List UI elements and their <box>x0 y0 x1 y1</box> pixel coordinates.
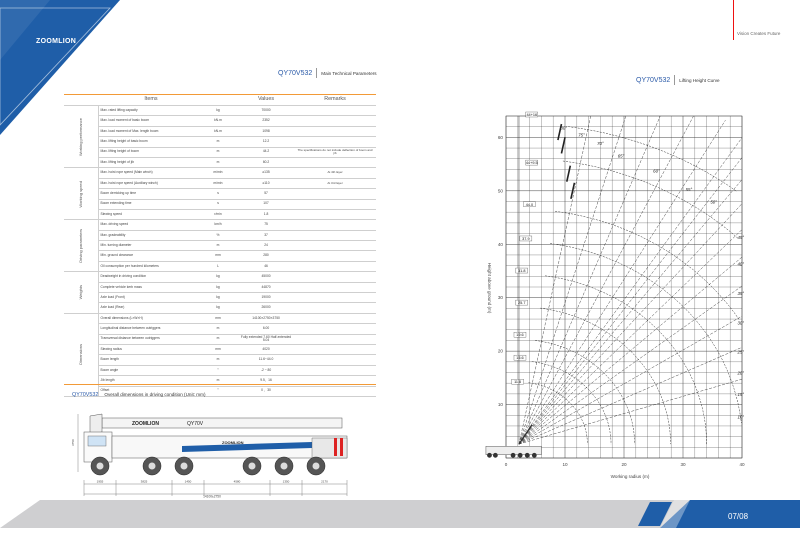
cell-value: 46 <box>238 261 294 271</box>
cell-item: Transversal distance between outriggers <box>98 334 198 344</box>
brand-logo: ZOOMLION <box>36 38 77 45</box>
segment-dimension-label: 1350 <box>282 479 290 484</box>
cell-unit: m <box>198 137 238 147</box>
jib-marker <box>567 166 571 182</box>
cell-value: 57 <box>238 189 294 199</box>
table-row <box>64 261 376 271</box>
category-label: Dimensions <box>77 344 83 366</box>
right-header-model: QY70V532 <box>636 76 671 84</box>
wheels <box>91 457 325 475</box>
cell-item: Slewing radius <box>98 344 198 354</box>
category-cell <box>64 168 98 220</box>
cell-value: 1098 <box>238 126 294 136</box>
cell-item: Longitudinal distance between outriggers <box>98 324 198 334</box>
cell-remark: At 4th layer <box>294 168 376 178</box>
boom-length-label: 19.6 <box>516 333 524 338</box>
crane-wheel <box>493 453 498 458</box>
table-row <box>64 189 376 199</box>
cell-item: Boom length <box>98 355 198 365</box>
cell-item: Max. gradeability <box>98 230 198 240</box>
cell-value: Fully extended 7.60 Half-extended 5.04 <box>238 334 294 344</box>
table-row <box>64 116 376 126</box>
cell-unit: s <box>198 199 238 209</box>
table-row <box>64 251 376 261</box>
cell-value: 0 、30 <box>238 386 294 396</box>
cell-unit: % <box>198 230 238 240</box>
radius-arc <box>568 127 737 192</box>
table-row <box>64 303 376 313</box>
cell-value: -2 ~ 80 <box>238 365 294 375</box>
cell-unit: r/min <box>198 209 238 219</box>
dimension-caption-text: Overall dimensions in driving condition (Unit: mm) <box>104 392 206 397</box>
radius-arc <box>540 308 671 444</box>
cell-value: 14100×2750×3750 <box>238 313 294 323</box>
cell-unit: L <box>198 261 238 271</box>
cell-unit: kg <box>198 282 238 292</box>
y-tick-label: 40 <box>497 241 503 247</box>
cell-value: 75 <box>238 220 294 230</box>
jib-marker <box>561 137 565 153</box>
crane-wheel <box>532 453 537 458</box>
cell-value: 11.6~44.0 <box>238 355 294 365</box>
cell-item: Min. ground clearance <box>98 251 198 261</box>
dimension-caption <box>72 392 205 398</box>
angle-ray <box>519 116 694 444</box>
cell-unit: kg <box>198 293 238 303</box>
crane-wheel <box>511 453 516 458</box>
cell-item: Max. lifting height of jib <box>98 157 198 167</box>
category-label: Working performance <box>77 117 83 156</box>
angle-ray <box>519 204 745 444</box>
boom-length-label: 25.7 <box>518 301 526 306</box>
cell-value: 1.8 <box>238 209 294 219</box>
angle-label: 70° <box>597 140 604 146</box>
x-tick-label: 10 <box>562 462 568 467</box>
dimension-model: QY70V532 <box>72 392 99 398</box>
segment-dimension-label: 1955 <box>96 479 104 484</box>
angle-ray <box>519 286 745 444</box>
cell-remark <box>294 199 376 209</box>
y-tick-label: 30 <box>497 295 503 301</box>
cell-remark <box>294 220 376 230</box>
cell-value: 280 <box>238 251 294 261</box>
cell-item: Max. hoist rope speed (Main winch) <box>98 168 198 178</box>
table-row <box>64 199 376 209</box>
cell-value: 6.00 <box>238 324 294 334</box>
cell-item: Complete vehicle kerb mass <box>98 282 198 292</box>
x-tick-label: 0 <box>504 462 508 467</box>
cell-item: Min. turning diameter <box>98 241 198 251</box>
boom-length-label: 37.9 <box>522 236 530 241</box>
cell-remark <box>294 106 376 116</box>
header-separator <box>316 68 317 78</box>
header-items: Items <box>64 95 238 106</box>
header-separator <box>674 75 675 85</box>
cell-item: Jib length <box>98 376 198 386</box>
y-tick-label: 10 <box>497 402 503 408</box>
cell-value: 19000 <box>238 293 294 303</box>
angle-label: 45° <box>737 234 745 240</box>
cell-unit: m <box>198 376 238 386</box>
cell-unit: ° <box>198 365 238 375</box>
cell-item: Max. driving speed <box>98 220 198 230</box>
angle-ray <box>519 138 745 444</box>
cell-item: Offset <box>98 386 198 396</box>
angle-label: 75° <box>578 132 585 138</box>
cell-remark <box>294 282 376 292</box>
boom-length-label: 44+9.5 <box>525 161 538 166</box>
header-values: Values <box>238 95 294 106</box>
cell-remark <box>294 293 376 303</box>
table-row <box>64 272 376 282</box>
cell-item: Slewing speed <box>98 209 198 219</box>
divider-line <box>733 0 734 40</box>
cell-remark <box>294 126 376 136</box>
radius-arc <box>535 340 635 444</box>
table-row <box>64 313 376 323</box>
table-row <box>64 355 376 365</box>
cell-unit: kg <box>198 106 238 116</box>
crane-wheel <box>525 453 530 458</box>
angle-label: 40° <box>737 261 745 267</box>
cell-unit: m/min <box>198 178 238 188</box>
cell-unit: kN.m <box>198 116 238 126</box>
cell-item: Deadweight in driving condition <box>98 272 198 282</box>
cell-remark <box>294 303 376 313</box>
wheel-hub <box>281 463 288 470</box>
cell-remark <box>294 241 376 251</box>
left-header <box>278 68 377 78</box>
side-brand-text: ZOOMLION <box>222 440 244 445</box>
cell-item: Max. load moment of Max. length boom <box>98 126 198 136</box>
cell-remark <box>294 344 376 354</box>
cell-value: 24 <box>238 241 294 251</box>
boom-length-label: 11.6 <box>514 380 522 385</box>
table-row <box>64 220 376 230</box>
cell-remark <box>294 261 376 271</box>
height-dimension-label: 3750 <box>71 439 75 446</box>
cell-value: 12.2 <box>238 137 294 147</box>
cell-unit: m <box>198 157 238 167</box>
truck-model-text: QY70V <box>187 421 204 427</box>
x-axis-label: Working radius (m) <box>610 474 650 479</box>
cell-remark <box>294 313 376 323</box>
cell-unit: mm <box>198 344 238 354</box>
category-cell <box>64 272 98 314</box>
left-header-model: QY70V532 <box>278 69 313 77</box>
cell-item: Max. hoist rope speed (Auxiliary winch) <box>98 178 198 188</box>
segment-dimension-label: 1450 <box>184 479 192 484</box>
angle-label: 65° <box>617 153 625 159</box>
radius-arc <box>545 276 707 444</box>
angle-label: 35° <box>737 291 745 297</box>
cell-remark <box>294 189 376 199</box>
y-tick-label: 60 <box>497 134 503 140</box>
cell-item: Boom extending time <box>98 199 198 209</box>
wheel-hub <box>181 463 188 470</box>
boom-length-label: 44.0 <box>525 202 534 207</box>
angle-ray <box>519 316 745 444</box>
table-row <box>64 230 376 240</box>
boom-length-label: 31.8 <box>518 269 526 274</box>
angle-label: 25° <box>737 349 745 355</box>
table-row <box>64 282 376 292</box>
cell-unit: m <box>198 324 238 334</box>
left-header-title: Main Technical Parameters <box>321 70 377 76</box>
cell-remark <box>294 334 376 344</box>
cell-item: Boom angle <box>98 365 198 375</box>
cell-unit: kg <box>198 303 238 313</box>
cell-item: Boom derricking up time <box>98 189 198 199</box>
cell-unit: ° <box>198 386 238 396</box>
cell-unit: m/min <box>198 168 238 178</box>
y-tick-label: 20 <box>497 348 503 354</box>
angle-rays <box>519 116 745 444</box>
cell-remark <box>294 230 376 240</box>
cell-item: Max. load moment of basic boom <box>98 116 198 126</box>
angle-label: 15° <box>737 392 745 398</box>
angle-ray <box>519 120 726 444</box>
cell-unit: kg <box>198 272 238 282</box>
cell-unit: s <box>198 189 238 199</box>
table-bottom-rule <box>64 384 376 385</box>
cell-item: Axle load (Front) <box>98 293 198 303</box>
cell-unit: m <box>198 147 238 157</box>
cell-item: Oil consumption per hundred kilometers <box>98 261 198 271</box>
page-number: 07/08 <box>728 512 749 521</box>
table-row <box>64 293 376 303</box>
cell-value: 70000 <box>238 106 294 116</box>
spec-table <box>64 95 376 397</box>
crane-wheel <box>487 453 492 458</box>
total-dimension-label: 14100±2750 <box>203 494 221 499</box>
x-tick-label: 30 <box>680 462 686 467</box>
cell-remark <box>294 116 376 126</box>
cell-remark <box>294 272 376 282</box>
wheel-hub <box>313 463 320 470</box>
angle-label: 80° <box>560 125 568 131</box>
cell-unit: mm <box>198 313 238 323</box>
cell-remark <box>294 386 376 396</box>
wheel-hub <box>249 463 256 470</box>
table-row <box>64 324 376 334</box>
slogan: Vision Creates Future <box>737 31 781 36</box>
cell-remark <box>294 365 376 375</box>
truck-brand-text: ZOOMLION <box>132 421 159 427</box>
cell-remark <box>294 251 376 261</box>
angle-label: 10° <box>737 414 745 420</box>
cell-value: 107 <box>238 199 294 209</box>
table-row <box>64 241 376 251</box>
table-row <box>64 157 376 167</box>
boom-length-label: 44+16 <box>526 113 538 117</box>
segment-dimension-label: 2170 <box>321 479 328 484</box>
table-header-row <box>64 95 376 106</box>
category-cell <box>64 220 98 272</box>
angle-label: 60° <box>653 168 660 174</box>
cell-value: 37 <box>238 230 294 240</box>
table-row <box>64 106 376 116</box>
x-tick-label: 40 <box>739 462 745 467</box>
table-row <box>64 365 376 375</box>
crane-dimension-drawing <box>72 408 367 500</box>
cell-value: 44.2 <box>238 147 294 157</box>
cell-unit: m <box>198 241 238 251</box>
cell-value: 45000 <box>238 272 294 282</box>
cell-value: 26000 <box>238 303 294 313</box>
cell-item: Max. rated lifting capacity <box>98 106 198 116</box>
radius-arc <box>555 211 739 319</box>
cell-item: Axle load (Rear) <box>98 303 198 313</box>
cell-remark: The specifications do not include deflection of boom and jib <box>294 147 376 157</box>
right-header <box>636 75 720 85</box>
table-row <box>64 178 376 188</box>
cell-item: Overall dimensions (L×W×H) <box>98 313 198 323</box>
table-row <box>64 126 376 136</box>
angle-label: 55° <box>685 186 693 192</box>
category-label: Driving parameters <box>77 228 83 263</box>
cell-unit: m <box>198 334 238 344</box>
angle-label: 50° <box>710 199 718 205</box>
cell-item: Max. lifting height of boom <box>98 147 198 157</box>
bottom-band <box>0 500 800 528</box>
segment-dimension-label: 3825 <box>140 479 148 484</box>
cell-remark <box>294 209 376 219</box>
table-row <box>64 137 376 147</box>
angle-label: 20° <box>737 370 745 376</box>
cell-value: 4020 <box>238 344 294 354</box>
table-row <box>64 344 376 354</box>
boom-head-shape <box>90 414 102 434</box>
cabin-window <box>88 436 106 446</box>
segment-dimension-label: 4580 <box>233 479 241 484</box>
category-cell <box>64 106 98 168</box>
cell-value: 44870 <box>238 282 294 292</box>
cell-remark: At 3rd layer <box>294 178 376 188</box>
category-label: Working speed <box>77 180 83 208</box>
header-remarks: Remarks <box>294 95 376 106</box>
cell-remark <box>294 355 376 365</box>
wheel-hub <box>97 463 104 470</box>
cell-item: Max. lifting height of basic boom <box>98 137 198 147</box>
table-row <box>64 334 376 344</box>
lifting-height-chart <box>480 108 750 488</box>
table-row <box>64 168 376 178</box>
x-tick-label: 20 <box>621 462 627 467</box>
right-header-title: Lifting Height Curve <box>679 77 720 83</box>
table-row <box>64 209 376 219</box>
cell-value: ≥135 <box>238 168 294 178</box>
cell-remark <box>294 324 376 334</box>
angle-label: 30° <box>737 320 745 326</box>
cell-value: 9.5、16 <box>238 376 294 386</box>
cell-unit: m <box>198 355 238 365</box>
angle-ray <box>519 116 660 444</box>
cell-value: 60.2 <box>238 157 294 167</box>
cell-value: ≥110 <box>238 178 294 188</box>
cell-unit: kN.m <box>198 126 238 136</box>
table-row <box>64 147 376 157</box>
category-label: Weights <box>77 285 83 300</box>
angle-ray <box>519 158 745 445</box>
boom-length-label: 15.6 <box>516 356 524 361</box>
cell-remark <box>294 137 376 147</box>
cell-value: 2352 <box>238 116 294 126</box>
wheel-hub <box>149 463 156 470</box>
crane-wheel <box>518 453 523 458</box>
radius-arc <box>532 362 611 445</box>
cell-remark <box>294 157 376 167</box>
y-tick-label: 50 <box>497 188 503 194</box>
cell-unit: mm <box>198 251 238 261</box>
radius-arc <box>529 383 588 444</box>
y-axis-label: Height above ground (m) <box>487 262 492 314</box>
cell-unit: km/h <box>198 220 238 230</box>
